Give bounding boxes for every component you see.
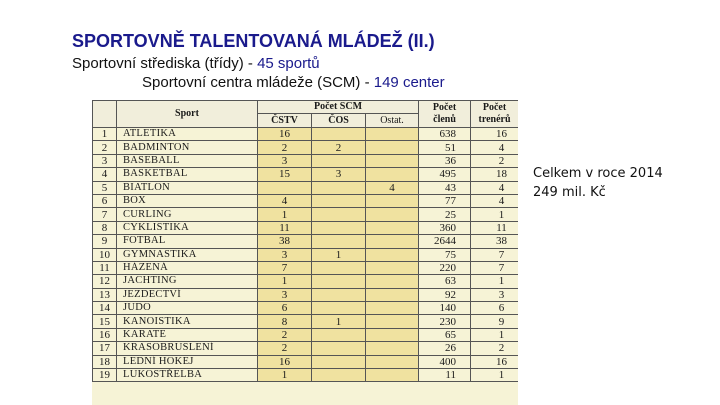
row-ostat — [366, 315, 419, 328]
row-treneru: 1 — [471, 208, 518, 221]
row-cstv: 11 — [258, 221, 312, 234]
scm-table-image — [92, 100, 518, 405]
header-treneru-line1: Počet — [482, 102, 507, 113]
row-treneru: 4 — [471, 141, 518, 154]
table-row — [93, 248, 519, 261]
row-cos — [312, 194, 366, 207]
row-ostat — [366, 328, 419, 341]
row-cstv: 1 — [258, 275, 312, 288]
row-treneru: 7 — [471, 248, 518, 261]
table-row — [93, 194, 519, 207]
row-sport: HÁZENÁ — [117, 261, 258, 274]
row-cos: 1 — [312, 248, 366, 261]
row-cstv: 16 — [258, 355, 312, 368]
row-clenu: 140 — [419, 302, 471, 315]
row-number: 11 — [93, 261, 117, 274]
row-sport: JUDO — [117, 302, 258, 315]
row-clenu: 495 — [419, 168, 471, 181]
row-cstv: 7 — [258, 261, 312, 274]
row-ostat — [366, 288, 419, 301]
row-number: 6 — [93, 194, 117, 207]
row-sport: KARATE — [117, 328, 258, 341]
table-row — [93, 342, 519, 355]
row-clenu: 92 — [419, 288, 471, 301]
header-clenu-line2: členů — [433, 114, 456, 125]
slide-title: SPORTOVNĚ TALENTOVANÁ MLÁDEŽ (II.) — [72, 31, 435, 51]
row-clenu: 11 — [419, 369, 471, 382]
header-cos: ČOS — [312, 114, 366, 128]
row-sport: FOTBAL — [117, 235, 258, 248]
row-sport: KANOISTIKA — [117, 315, 258, 328]
table-row — [93, 181, 519, 194]
funding-note-year: Celkem v roce 2014 — [533, 166, 663, 181]
row-treneru: 4 — [471, 194, 518, 207]
row-number: 18 — [93, 355, 117, 368]
row-sport: KRASOBRUSLENÍ — [117, 342, 258, 355]
row-clenu: 43 — [419, 181, 471, 194]
row-treneru: 6 — [471, 302, 518, 315]
row-cos — [312, 369, 366, 382]
row-number: 12 — [93, 275, 117, 288]
row-ostat — [366, 208, 419, 221]
table-row — [93, 328, 519, 341]
row-treneru: 16 — [471, 128, 518, 141]
row-clenu: 360 — [419, 221, 471, 234]
row-treneru: 2 — [471, 154, 518, 167]
row-ostat — [366, 235, 419, 248]
table-row — [93, 302, 519, 315]
row-number: 3 — [93, 154, 117, 167]
row-cos — [312, 208, 366, 221]
row-cstv: 2 — [258, 342, 312, 355]
row-cstv: 3 — [258, 288, 312, 301]
header-number — [93, 101, 117, 128]
row-cos — [312, 128, 366, 141]
row-cstv — [258, 181, 312, 194]
row-number: 4 — [93, 168, 117, 181]
table-row — [93, 208, 519, 221]
row-ostat — [366, 141, 419, 154]
row-clenu: 63 — [419, 275, 471, 288]
row-sport: JEZDECTVÍ — [117, 288, 258, 301]
row-ostat: 4 — [366, 181, 419, 194]
table-row — [93, 235, 519, 248]
header-scm-group: Počet SCM — [258, 101, 419, 114]
row-treneru: 7 — [471, 261, 518, 274]
row-clenu: 638 — [419, 128, 471, 141]
subtitle-youth-centers-value: 149 center — [373, 74, 445, 91]
row-treneru: 3 — [471, 288, 518, 301]
row-sport: LUKOSTŘELBA — [117, 369, 258, 382]
row-cstv: 2 — [258, 328, 312, 341]
row-number: 8 — [93, 221, 117, 234]
header-clenu — [419, 101, 471, 128]
row-clenu: 400 — [419, 355, 471, 368]
row-cstv: 3 — [258, 154, 312, 167]
row-number: 9 — [93, 235, 117, 248]
table-row — [93, 315, 519, 328]
row-cos: 1 — [312, 315, 366, 328]
row-ostat — [366, 275, 419, 288]
table-row — [93, 355, 519, 368]
row-ostat — [366, 194, 419, 207]
row-cstv: 1 — [258, 208, 312, 221]
row-treneru: 11 — [471, 221, 518, 234]
header-clenu-line1: Počet — [432, 102, 457, 113]
row-cstv: 6 — [258, 302, 312, 315]
row-cos: 3 — [312, 168, 366, 181]
row-cstv: 1 — [258, 369, 312, 382]
row-clenu: 2644 — [419, 235, 471, 248]
row-number: 10 — [93, 248, 117, 261]
row-sport: ATLETIKA — [117, 128, 258, 141]
table-row — [93, 168, 519, 181]
row-treneru: 9 — [471, 315, 518, 328]
row-clenu: 25 — [419, 208, 471, 221]
row-treneru: 1 — [471, 275, 518, 288]
row-clenu: 65 — [419, 328, 471, 341]
row-number: 17 — [93, 342, 117, 355]
row-number: 5 — [93, 181, 117, 194]
row-sport: BADMINTON — [117, 141, 258, 154]
subtitle-youth-centers-label: Sportovní centra mládeže (SCM) - — [142, 74, 374, 91]
row-cos — [312, 302, 366, 315]
row-sport: BIATLON — [117, 181, 258, 194]
row-treneru: 1 — [471, 369, 518, 382]
row-clenu: 51 — [419, 141, 471, 154]
row-treneru: 16 — [471, 355, 518, 368]
table-row — [93, 261, 519, 274]
row-cos: 2 — [312, 141, 366, 154]
table-header-row — [93, 101, 519, 114]
row-number: 19 — [93, 369, 117, 382]
row-sport: JACHTING — [117, 275, 258, 288]
row-clenu: 36 — [419, 154, 471, 167]
header-ostat: Ostat. — [366, 114, 419, 128]
row-cos — [312, 355, 366, 368]
table-row — [93, 141, 519, 154]
table-row — [93, 275, 519, 288]
row-cos — [312, 328, 366, 341]
row-ostat — [366, 302, 419, 315]
row-cos — [312, 275, 366, 288]
header-treneru — [471, 101, 518, 128]
header-cstv: ČSTV — [258, 114, 312, 128]
row-ostat — [366, 342, 419, 355]
row-cos — [312, 261, 366, 274]
subtitle-sport-centers — [72, 55, 320, 72]
row-treneru: 4 — [471, 181, 518, 194]
row-cstv: 3 — [258, 248, 312, 261]
table-row — [93, 128, 519, 141]
funding-note — [533, 164, 663, 202]
row-treneru: 2 — [471, 342, 518, 355]
subtitle-youth-centers — [142, 74, 445, 91]
row-sport: LEDNÍ HOKEJ — [117, 355, 258, 368]
table-row — [93, 288, 519, 301]
row-cos — [312, 221, 366, 234]
subtitle-sport-centers-label: Sportovní střediska (třídy) - — [72, 55, 258, 72]
funding-note-amount: 249 mil. Kč — [533, 185, 606, 200]
row-number: 14 — [93, 302, 117, 315]
row-number: 2 — [93, 141, 117, 154]
row-treneru: 1 — [471, 328, 518, 341]
row-ostat — [366, 248, 419, 261]
table-body — [93, 128, 519, 382]
row-cos — [312, 288, 366, 301]
row-ostat — [366, 355, 419, 368]
row-sport: BOX — [117, 194, 258, 207]
table-row — [93, 221, 519, 234]
header-treneru-line2: trenérů — [478, 114, 511, 125]
row-number: 7 — [93, 208, 117, 221]
row-sport: BASEBALL — [117, 154, 258, 167]
row-sport: CYKLISTIKA — [117, 221, 258, 234]
row-number: 16 — [93, 328, 117, 341]
row-cstv: 16 — [258, 128, 312, 141]
table-row — [93, 154, 519, 167]
row-ostat — [366, 168, 419, 181]
subtitle-sport-centers-value: 45 sportů — [257, 55, 320, 72]
row-number: 13 — [93, 288, 117, 301]
row-treneru: 38 — [471, 235, 518, 248]
header-sport: Sport — [117, 101, 258, 128]
row-cstv: 8 — [258, 315, 312, 328]
row-ostat — [366, 221, 419, 234]
row-treneru: 18 — [471, 168, 518, 181]
row-clenu: 26 — [419, 342, 471, 355]
row-sport: GYMNASTIKA — [117, 248, 258, 261]
row-cos — [312, 342, 366, 355]
row-ostat — [366, 369, 419, 382]
row-cstv: 38 — [258, 235, 312, 248]
scm-table — [92, 100, 518, 382]
row-cstv: 15 — [258, 168, 312, 181]
row-cos — [312, 235, 366, 248]
row-cos — [312, 154, 366, 167]
row-cos — [312, 181, 366, 194]
row-cstv: 4 — [258, 194, 312, 207]
row-clenu: 220 — [419, 261, 471, 274]
row-clenu: 230 — [419, 315, 471, 328]
row-clenu: 77 — [419, 194, 471, 207]
row-ostat — [366, 128, 419, 141]
row-clenu: 75 — [419, 248, 471, 261]
row-cstv: 2 — [258, 141, 312, 154]
table-row — [93, 369, 519, 382]
row-sport: CURLING — [117, 208, 258, 221]
row-ostat — [366, 261, 419, 274]
row-number: 1 — [93, 128, 117, 141]
row-number: 15 — [93, 315, 117, 328]
row-ostat — [366, 154, 419, 167]
row-sport: BASKETBAL — [117, 168, 258, 181]
